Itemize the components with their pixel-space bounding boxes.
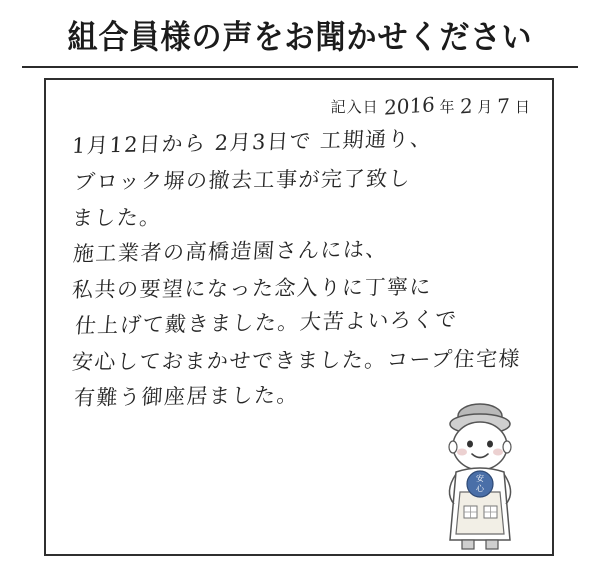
comment-line: 1月12日から 2月3日で 工期通り、: [71, 126, 434, 159]
date-month-unit: 月: [477, 98, 493, 116]
date-day-unit: 日: [514, 98, 530, 116]
comment-line: 仕上げて戴きました。大苦よいろくで: [73, 307, 459, 339]
date-year-unit: 年: [439, 98, 455, 116]
handwritten-comment: [72, 128, 532, 416]
anshin-mascot-illustration: [424, 400, 536, 550]
comment-line: ました。: [70, 205, 164, 231]
comment-form-box: [44, 78, 554, 556]
comment-line: ブロック塀の撤去工事が完了致し: [73, 166, 412, 195]
mascot-badge-text-top: 安: [476, 474, 484, 483]
date-label: 記入日: [330, 98, 379, 116]
comment-line: 安心しておまかせできました。コープ住宅様: [71, 346, 522, 375]
header-divider: [22, 66, 578, 68]
date-year-value[interactable]: 2016: [383, 92, 435, 120]
page-title: 組合員様の声をお聞かせください: [67, 18, 533, 57]
date-month-value[interactable]: 2: [459, 93, 473, 119]
mascot-badge-text-bottom: 心: [476, 484, 484, 493]
comment-line: 私共の要望になった念入りに丁寧に: [71, 274, 433, 303]
comment-line: 施工業者の高橋造園さんには、: [72, 237, 389, 267]
date-day-value[interactable]: 7: [496, 93, 511, 119]
page-header: [0, 12, 600, 56]
date-entry-row: [331, 94, 530, 119]
comment-line: 有難う御座居ました。: [73, 382, 300, 411]
